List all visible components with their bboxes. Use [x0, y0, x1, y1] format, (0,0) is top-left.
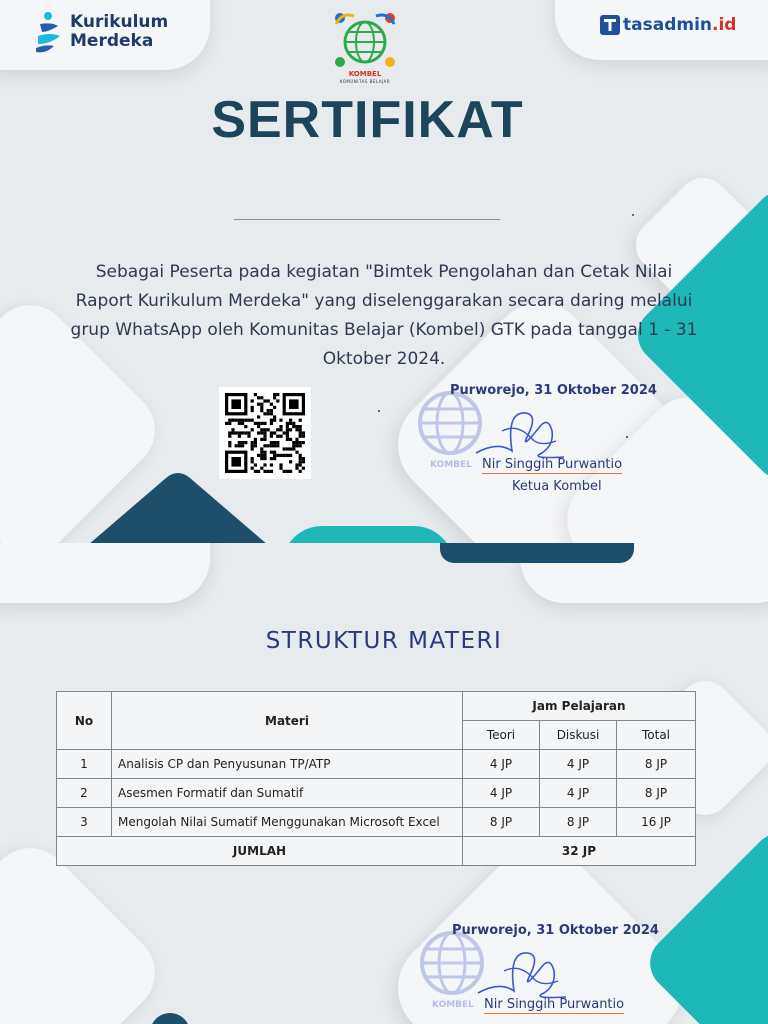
- watermark-text: KOMBEL: [430, 460, 472, 470]
- cell-total: 16 JP: [617, 808, 696, 837]
- table-total-row: [57, 837, 696, 866]
- kurikulum-text: Kurikulum: [70, 12, 169, 32]
- qr-code-icon: [219, 387, 311, 479]
- certificate-body: Sebagai Peserta pada kegiatan "Bimtek Pengolahan dan Cetak Nilai Raport Kurikulum Merdeka" yang diselenggarakan secara daring melalui grup WhatsApp oleh Komunitas Belajar (Kombel) GTK pada tanggal 1 - 31 Oktober 2024.: [70, 262, 698, 369]
- signatory-name: Nir Singgih Purwantio: [484, 997, 625, 1012]
- tasadmin-logo: [600, 15, 736, 35]
- cell-no: 3: [57, 808, 112, 837]
- title-divider: [234, 219, 500, 220]
- certificate-title: SERTIFIKAT: [211, 91, 524, 149]
- signatory-name: Nir Singgih Purwantio: [482, 457, 623, 472]
- decor-navy-bar: [440, 543, 634, 563]
- col-header-jam: Jam Pelajaran: [463, 692, 696, 721]
- materi-title: STRUKTUR MATERI: [265, 628, 503, 654]
- kurikulum-merdeka-logo: [34, 10, 168, 54]
- watermark-text: KOMBEL: [432, 1000, 474, 1010]
- tasadmin-icon: [600, 15, 620, 35]
- tasadmin-main: tasadmin: [623, 15, 713, 35]
- merdeka-text: Merdeka: [70, 31, 154, 51]
- cell-diskusi: 8 JP: [540, 808, 617, 837]
- col-header-teori: Teori: [463, 721, 540, 750]
- kombel-globe-icon: [332, 10, 398, 70]
- cell-materi: Asesmen Formatif dan Sumatif: [112, 779, 463, 808]
- cell-teori: 4 JP: [463, 779, 540, 808]
- materi-table: [56, 691, 696, 866]
- col-header-diskusi: Diskusi: [540, 721, 617, 750]
- total-label: JUMLAH: [57, 837, 463, 866]
- kombel-name: KOMBEL: [348, 70, 382, 78]
- total-value: 32 JP: [463, 837, 696, 866]
- signature-block: [412, 923, 692, 1024]
- col-header-no: No: [57, 692, 112, 750]
- cell-diskusi: 4 JP: [540, 750, 617, 779]
- qr-code[interactable]: [219, 387, 311, 479]
- cell-total: 8 JP: [617, 779, 696, 808]
- signature-place-date: Purworejo, 31 Oktober 2024: [450, 383, 657, 398]
- col-header-materi: Materi: [112, 692, 463, 750]
- tasadmin-tld: .id: [712, 15, 737, 35]
- col-header-total: Total: [617, 721, 696, 750]
- cell-diskusi: 4 JP: [540, 779, 617, 808]
- cell-teori: 4 JP: [463, 750, 540, 779]
- signature-block: [410, 383, 690, 493]
- signatory-role: Ketua Kombel: [512, 479, 602, 494]
- decor-teal-cap: [282, 526, 454, 543]
- cell-teori: 8 JP: [463, 808, 540, 837]
- cell-no: 2: [57, 779, 112, 808]
- decor-blob: [0, 543, 210, 603]
- decor-dot: [378, 410, 380, 412]
- cell-materi: Analisis CP dan Penyusunan TP/ATP: [112, 750, 463, 779]
- decor-navy-triangle: [88, 470, 268, 543]
- cell-no: 1: [57, 750, 112, 779]
- table-header-row: [57, 692, 696, 721]
- kurikulum-merdeka-icon: [34, 10, 64, 54]
- decor-navy-corner: [150, 1013, 190, 1024]
- cell-total: 8 JP: [617, 750, 696, 779]
- signature-place-date: Purworejo, 31 Oktober 2024: [452, 923, 659, 938]
- cell-materi: Mengolah Nilai Sumatif Menggunakan Microsoft Excel: [112, 808, 463, 837]
- certificate-back: [0, 543, 768, 1024]
- table-row: [57, 779, 696, 808]
- kombel-logo: [332, 10, 398, 90]
- table-row: [57, 808, 696, 837]
- decor-dot: [632, 214, 634, 216]
- table-row: [57, 750, 696, 779]
- kombel-subtitle: KOMUNITAS BELAJAR: [339, 79, 391, 84]
